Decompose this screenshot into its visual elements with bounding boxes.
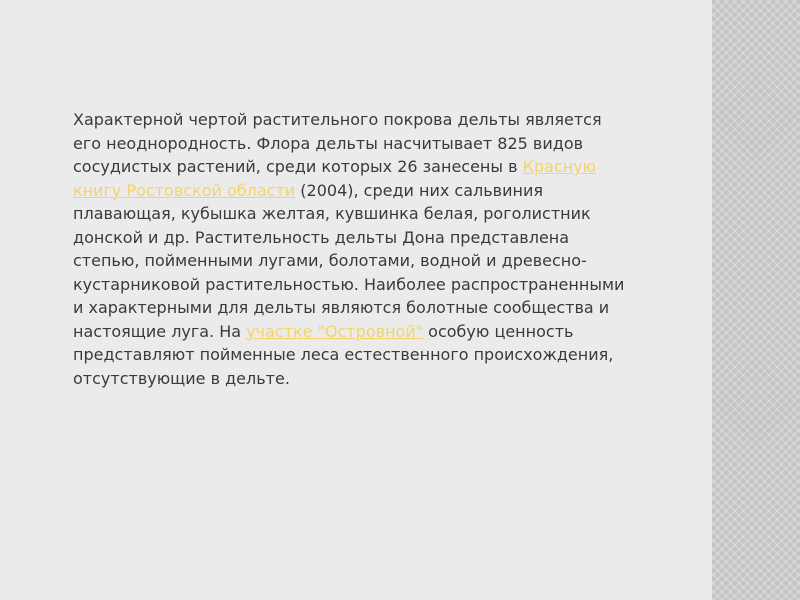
decorative-side-band bbox=[712, 0, 800, 600]
ostrovnoy-section-link[interactable]: участке "Островной" bbox=[246, 321, 424, 341]
paragraph-text-2: (2004), среди них сальвиния плавающая, кубышка желтая, кувшинка белая, роголистник донской и др. Растительность дельты Дона представлена степью, пойменными лугами, болотами, водной и древесно-кустарниковой растительностью. Наиболее распространенными и характерными для дельты являются болотные сообщества и настоящие луга. На bbox=[73, 180, 625, 341]
body-paragraph bbox=[73, 108, 633, 390]
paragraph-text-1: Характерной чертой растительного покрова дельты является его неоднородность. Флора дельты насчитывает 825 видов сосудистых растений, среди которых 26 занесены в bbox=[73, 110, 602, 176]
paragraph-text-3: особую ценность представляют пойменные леса естественного происхождения, отсутствующие в дельте. bbox=[73, 321, 614, 388]
red-book-link[interactable]: Красную книгу Ростовской области bbox=[73, 157, 597, 200]
